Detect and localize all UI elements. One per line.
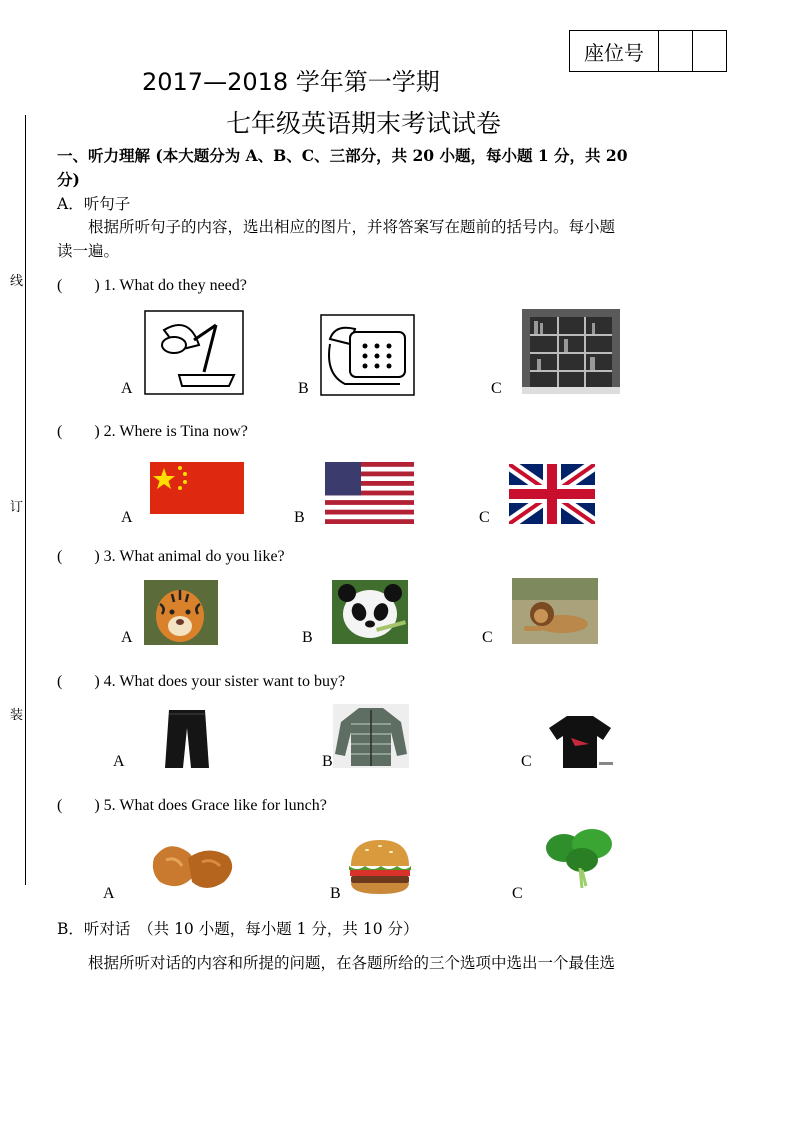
option-b[interactable]: B	[330, 885, 341, 902]
option-a[interactable]: A	[121, 380, 133, 397]
option-a[interactable]: A	[113, 753, 125, 770]
china-flag-picture	[150, 462, 244, 514]
seat-number-cell[interactable]	[693, 31, 726, 71]
seat-number-box	[569, 30, 727, 72]
option-b[interactable]: B	[322, 753, 333, 770]
t-shirt-picture	[545, 714, 617, 770]
option-a[interactable]: A	[121, 509, 133, 526]
question-5: ( ) 5. What does Grace like for lunch?	[57, 797, 327, 814]
exam-year-title: 2017—2018 学年第一学期	[142, 68, 440, 96]
section-heading: 一、听力理解 (本大题分为 A、B、C、三部分，共 20 小题，每小题 1 分，共 20	[57, 146, 628, 165]
option-c[interactable]: C	[521, 753, 532, 770]
seat-number-cell[interactable]	[659, 31, 693, 71]
option-c[interactable]: C	[482, 629, 493, 646]
part-b-instruction: 根据所听对话的内容和所提的问题，在各题所给的三个选项中选出一个最佳选	[88, 954, 616, 972]
uk-flag-picture	[509, 464, 595, 524]
option-a[interactable]: A	[103, 885, 115, 902]
sweater-picture	[333, 704, 409, 768]
option-a[interactable]: A	[121, 629, 133, 646]
desk-lamp-picture	[144, 310, 244, 395]
seat-number-label: 座位号	[570, 31, 659, 71]
option-b[interactable]: B	[294, 509, 305, 526]
panda-picture	[332, 580, 408, 644]
question-3: ( ) 3. What animal do you like?	[57, 548, 285, 565]
usa-flag-picture	[325, 462, 414, 524]
option-b[interactable]: B	[302, 629, 313, 646]
question-1: ( ) 1. What do they need?	[57, 277, 247, 294]
option-c[interactable]: C	[479, 509, 490, 526]
binding-line	[25, 115, 26, 885]
binding-mark: 订	[10, 494, 23, 517]
trousers-picture	[163, 708, 211, 770]
binding-mark: 装	[10, 702, 23, 725]
chicken-wings-picture	[148, 838, 236, 896]
part-a-instruction: 根据所听句子的内容，选出相应的图片，并将答案写在题前的括号内。每小题	[88, 218, 616, 236]
lion-picture	[512, 578, 598, 644]
part-b-label: B．听对话 （共 10 小题，每小题 1 分，共 10 分）	[57, 920, 419, 938]
option-b[interactable]: B	[298, 380, 309, 397]
part-a-label: A．听句子	[57, 195, 131, 213]
binding-mark: 线	[10, 268, 23, 291]
question-4: ( ) 4. What does your sister want to buy?	[57, 673, 346, 690]
exam-title: 七年级英语期末考试试卷	[226, 109, 502, 138]
tiger-picture	[144, 580, 218, 645]
bookshelf-picture	[522, 309, 620, 394]
option-c[interactable]: C	[491, 380, 502, 397]
part-a-instruction-cont: 读一遍。	[57, 242, 120, 260]
vegetables-picture	[542, 826, 622, 890]
section-heading-cont: 分)	[57, 170, 80, 189]
option-c[interactable]: C	[512, 885, 523, 902]
hamburger-picture	[345, 836, 415, 898]
telephone-picture	[320, 314, 415, 396]
question-2: ( ) 2. Where is Tina now?	[57, 423, 248, 440]
